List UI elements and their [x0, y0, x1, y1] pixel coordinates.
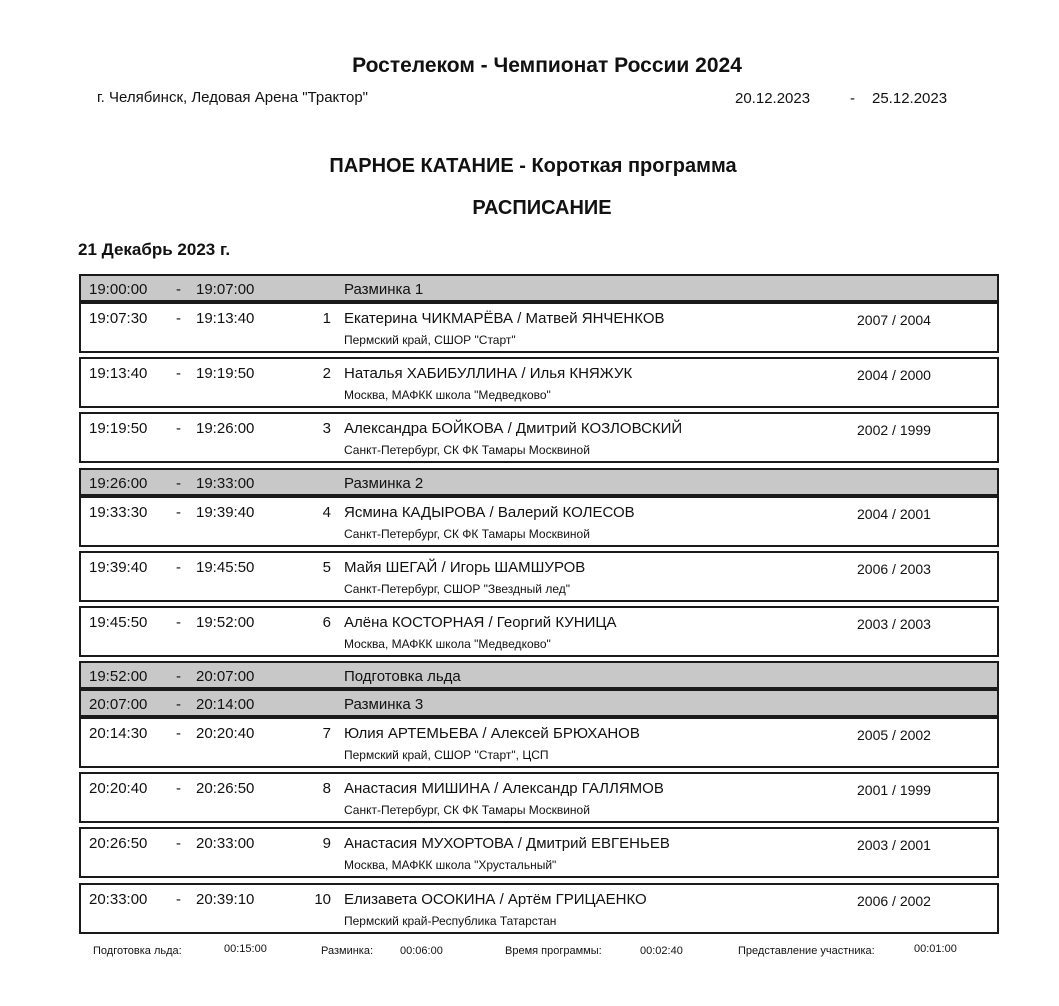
event-subtitle: ПАРНОЕ КАТАНИЕ - Короткая программа — [329, 155, 737, 177]
start-time: 20:07:00 — [89, 696, 148, 713]
time-separator: - — [176, 696, 181, 713]
date-separator: - — [850, 90, 855, 107]
birth-years: 2001 / 1999 — [857, 782, 931, 798]
pair-names: Ясмина КАДЫРОВА / Валерий КОЛЕСОВ — [344, 504, 635, 521]
pair-names: Наталья ХАБИБУЛЛИНА / Илья КНЯЖУК — [344, 365, 633, 382]
schedule-skater-row — [79, 827, 999, 878]
pair-names: Александра БОЙКОВА / Дмитрий КОЗЛОВСКИЙ — [344, 420, 683, 437]
footer-ice-prep-value: 00:15:00 — [224, 943, 267, 955]
time-separator: - — [176, 668, 181, 685]
end-time: 19:33:00 — [196, 475, 255, 492]
end-time: 20:14:00 — [196, 696, 255, 713]
pair-names: Екатерина ЧИКМАРЁВА / Матвей ЯНЧЕНКОВ — [344, 310, 665, 327]
end-time: 19:39:40 — [196, 504, 255, 521]
time-separator: - — [176, 891, 181, 908]
start-number: 3 — [322, 420, 331, 437]
break-label: Разминка 3 — [344, 696, 424, 713]
footer-ice-prep-label: Подготовка льда: — [93, 945, 182, 957]
pair-names: Юлия АРТЕМЬЕВА / Алексей БРЮХАНОВ — [344, 725, 640, 742]
schedule-skater-row — [79, 551, 999, 602]
club-name: Москва, МАФКК школа "Хрустальный" — [344, 858, 557, 872]
start-time: 19:52:00 — [89, 668, 148, 685]
start-time: 20:14:30 — [89, 725, 148, 742]
schedule-skater-row — [79, 717, 999, 768]
start-time: 20:20:40 — [89, 780, 148, 797]
start-time: 19:26:00 — [89, 475, 148, 492]
schedule-break-row — [79, 689, 999, 717]
break-label: Разминка 2 — [344, 475, 424, 492]
start-time: 19:33:30 — [89, 504, 148, 521]
page-title: Ростелеком - Чемпионат России 2024 — [352, 54, 742, 77]
footer-program-label: Время программы: — [505, 945, 602, 957]
birth-years: 2003 / 2001 — [857, 837, 931, 853]
footer-warmup-value: 00:06:00 — [400, 945, 443, 957]
schedule-skater-row — [79, 302, 999, 353]
birth-years: 2003 / 2003 — [857, 616, 931, 632]
date-end: 25.12.2023 — [872, 90, 948, 107]
club-name: Москва, МАФКК школа "Медведково" — [344, 637, 551, 651]
break-label: Разминка 1 — [344, 281, 424, 298]
schedule-day: 21 Декабрь 2023 г. — [78, 240, 231, 259]
end-time: 19:45:50 — [196, 559, 255, 576]
club-name: Пермский край, СШОР "Старт" — [344, 333, 516, 347]
end-time: 19:26:00 — [196, 420, 255, 437]
club-name: Пермский край, СШОР "Старт", ЦСП — [344, 748, 549, 762]
schedule-break-row — [79, 274, 999, 302]
birth-years: 2004 / 2000 — [857, 367, 931, 383]
club-name: Санкт-Петербург, СК ФК Тамары Москвиной — [344, 443, 590, 457]
end-time: 19:19:50 — [196, 365, 255, 382]
pair-names: Анастасия МИШИНА / Александр ГАЛЛЯМОВ — [344, 780, 664, 797]
end-time: 19:07:00 — [196, 281, 255, 298]
time-separator: - — [176, 475, 181, 492]
start-time: 19:19:50 — [89, 420, 148, 437]
pair-names: Елизавета ОСОКИНА / Артём ГРИЦАЕНКО — [344, 891, 647, 908]
start-time: 19:45:50 — [89, 614, 148, 631]
schedule-break-row — [79, 468, 999, 496]
schedule-skater-row — [79, 357, 999, 408]
birth-years: 2004 / 2001 — [857, 506, 931, 522]
venue: г. Челябинск, Ледовая Арена "Трактор" — [97, 89, 368, 106]
end-time: 20:39:10 — [196, 891, 255, 908]
time-separator: - — [176, 559, 181, 576]
schedule-skater-row — [79, 606, 999, 657]
schedule-break-row — [79, 661, 999, 689]
birth-years: 2006 / 2002 — [857, 893, 931, 909]
end-time: 19:13:40 — [196, 310, 255, 327]
start-time: 19:39:40 — [89, 559, 148, 576]
club-name: Санкт-Петербург, СК ФК Тамары Москвиной — [344, 527, 590, 541]
time-separator: - — [176, 420, 181, 437]
start-number: 4 — [322, 504, 331, 521]
footer-program-value: 00:02:40 — [640, 945, 683, 957]
start-number: 6 — [322, 614, 331, 631]
end-time: 20:07:00 — [196, 668, 255, 685]
time-separator: - — [176, 281, 181, 298]
schedule-skater-row — [79, 883, 999, 934]
time-separator: - — [176, 310, 181, 327]
start-number: 9 — [322, 835, 331, 852]
footer-intro-value: 00:01:00 — [914, 943, 957, 955]
start-time: 20:33:00 — [89, 891, 148, 908]
time-separator: - — [176, 365, 181, 382]
time-separator: - — [176, 504, 181, 521]
club-name: Санкт-Петербург, СК ФК Тамары Москвиной — [344, 803, 590, 817]
time-separator: - — [176, 835, 181, 852]
time-separator: - — [176, 614, 181, 631]
footer-intro-label: Представление участника: — [738, 945, 875, 957]
start-time: 20:26:50 — [89, 835, 148, 852]
end-time: 20:26:50 — [196, 780, 255, 797]
club-name: Пермский край-Республика Татарстан — [344, 914, 557, 928]
pair-names: Майя ШЕГАЙ / Игорь ШАМШУРОВ — [344, 559, 586, 576]
end-time: 20:33:00 — [196, 835, 255, 852]
start-time: 19:07:30 — [89, 310, 148, 327]
end-time: 20:20:40 — [196, 725, 255, 742]
schedule-skater-row — [79, 412, 999, 463]
footer-warmup-label: Разминка: — [321, 945, 374, 957]
time-separator: - — [176, 780, 181, 797]
club-name: Санкт-Петербург, СШОР "Звездный лед" — [344, 582, 571, 596]
start-number: 7 — [322, 725, 331, 742]
start-number: 2 — [322, 365, 331, 382]
start-time: 19:00:00 — [89, 281, 148, 298]
date-start: 20.12.2023 — [735, 90, 811, 107]
birth-years: 2005 / 2002 — [857, 727, 931, 743]
pair-names: Анастасия МУХОРТОВА / Дмитрий ЕВГЕНЬЕВ — [344, 835, 670, 852]
end-time: 19:52:00 — [196, 614, 255, 631]
start-number: 10 — [314, 891, 331, 908]
time-separator: - — [176, 725, 181, 742]
schedule-title: РАСПИСАНИЕ — [472, 197, 612, 219]
start-time: 19:13:40 — [89, 365, 148, 382]
birth-years: 2007 / 2004 — [857, 312, 931, 328]
pair-names: Алёна КОСТОРНАЯ / Георгий КУНИЦА — [344, 614, 617, 631]
birth-years: 2006 / 2003 — [857, 561, 931, 577]
club-name: Москва, МАФКК школа "Медведково" — [344, 388, 551, 402]
break-label: Подготовка льда — [344, 668, 461, 685]
start-number: 1 — [322, 310, 331, 327]
start-number: 8 — [322, 780, 331, 797]
birth-years: 2002 / 1999 — [857, 422, 931, 438]
schedule-skater-row — [79, 496, 999, 547]
schedule-skater-row — [79, 772, 999, 823]
start-number: 5 — [322, 559, 331, 576]
